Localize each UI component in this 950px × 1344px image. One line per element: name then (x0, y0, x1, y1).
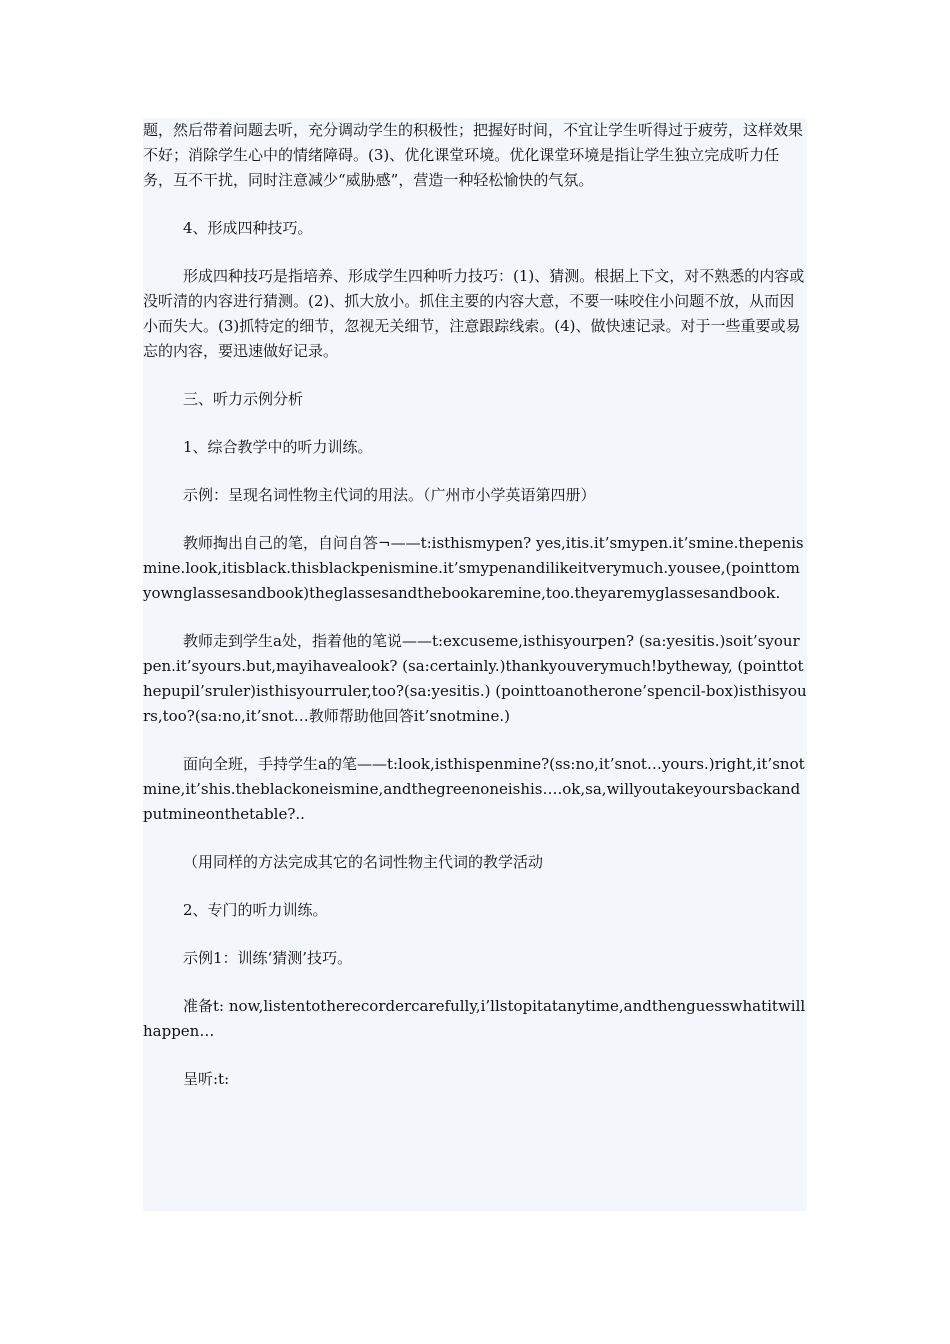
section-heading-four-skills: 4、形成四种技巧。 (183, 219, 313, 237)
paragraph-same-method: （用同样的方法完成其它的名词性物主代词的教学活动 (183, 853, 544, 871)
paragraph-teacher-pen: 教师掏出自己的笔，自问自答¬——t:isthismypen? yes,itis.it’smypen.it’smine.thepenismine.look,itisblack.thisblackpenismine.it’smypenandilikeitverymuch.yousee,(pointtomyownglassesandbook)theglassesandthebookaremine,too.theyaremyglassesandbook. (143, 534, 804, 602)
paragraph-example-guess: 示例1：训练‘猜测’技巧。 (183, 949, 353, 967)
paragraph-example-intro: 示例：呈现名词性物主代词的用法。（广州市小学英语第四册） (183, 486, 596, 504)
section-heading-examples: 三、听力示例分析 (183, 390, 304, 408)
paragraph-whole-class: 面向全班，手持学生a的笔——t:look,isthispenmine?(ss:no,it’snot…yours.)right,it’snotmine,it’shis.theblackoneismine,andthegreenoneishis….ok,sa,willyoutakeyoursbackandputmineonthetable?.. (143, 755, 805, 823)
paragraph-preparation: 准备t: now,listentotherecordercarefully,i’llstopitatanytime,andthenguesswhatitwillhappen… (143, 997, 806, 1040)
paragraph-intro-continuation: 题，然后带着问题去听，充分调动学生的积极性；把握好时间，不宜让学生听得过于疲劳，这样效果不好；消除学生心中的情绪障碍。(3)、优化课堂环境。优化课堂环境是指让学生独立完成听力任务，互不干扰，同时注意减少“威胁感”，营造一种轻松愉快的气氛。 (143, 121, 804, 189)
paragraph-listening: 呈听:t: (183, 1070, 230, 1088)
subsection-heading-integrated: 1、综合教学中的听力训练。 (183, 438, 373, 456)
paragraph-four-skills: 形成四种技巧是指培养、形成学生四种听力技巧：(1)、猜测。根据上下文，对不熟悉的内容或没听清的内容进行猜测。(2)、抓大放小。抓住主要的内容大意，不要一味咬住小问题不放，从而因小而失大。(3)抓特定的细节，忽视无关细节，注意跟踪线索。(4)、做快速记录。对于一些重要或易忘的内容，要迅速做好记录。 (143, 267, 805, 360)
paragraph-teacher-student-a: 教师走到学生a处，指着他的笔说——t:excuseme,isthisyourpen? (sa:yesitis.)soit’syourpen.it’syours.but,mayihavealook? (sa:certainly.)thankyouverymuch!bytheway, (pointtothepupil’sruler)isthisyourruler,too?(sa:yesitis.) (pointtoanotherone’spencil-box)isthisyours,too?(sa:no,it’snot…教师帮助他回答it’snotmine.) (143, 632, 807, 725)
document-body (143, 118, 807, 1211)
subsection-heading-listening: 2、专门的听力训练。 (183, 901, 328, 919)
